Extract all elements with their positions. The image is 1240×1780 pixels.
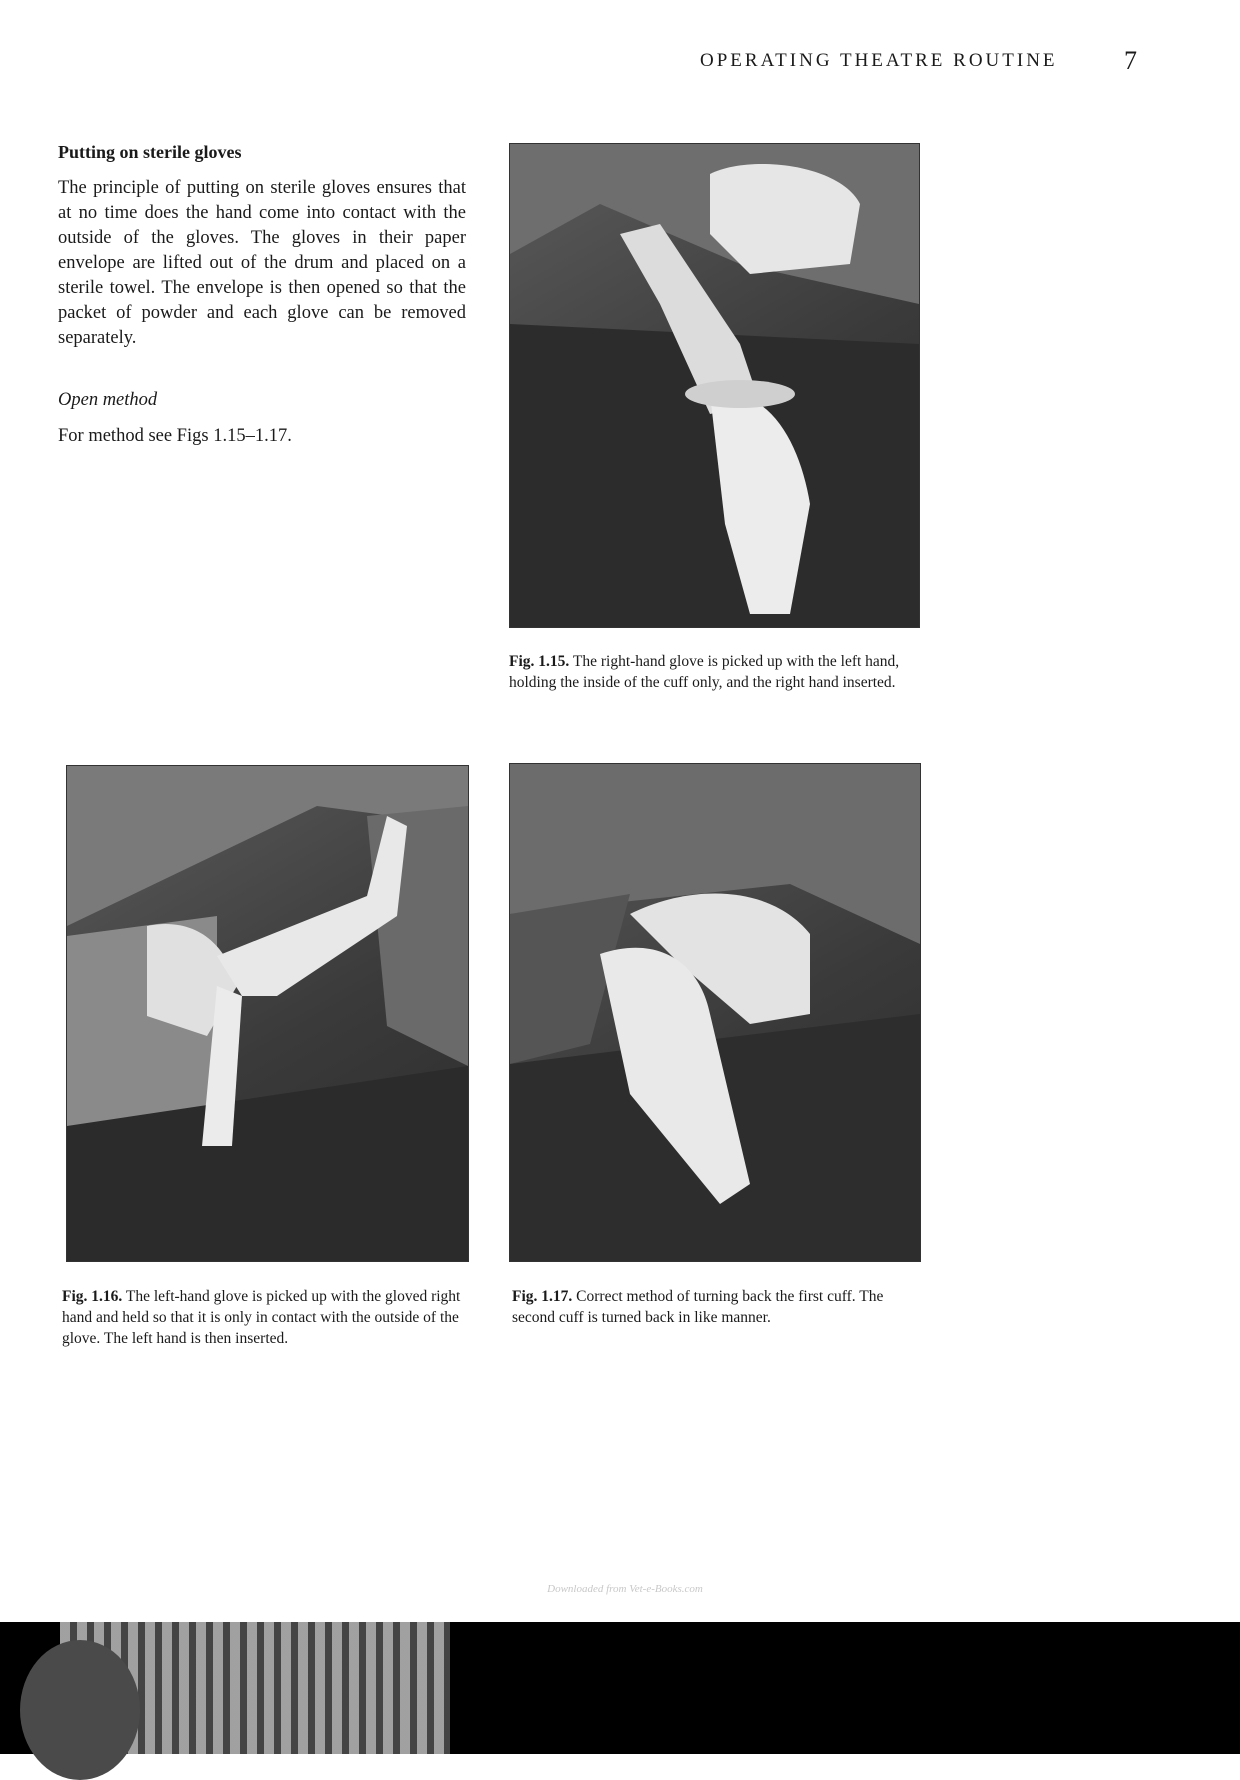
watermark: Downloaded from Vet-e-Books.com	[547, 1583, 703, 1595]
scanner-thumb	[20, 1640, 140, 1780]
cuff-turning-illustration	[510, 764, 920, 1261]
section-heading: Putting on sterile gloves	[58, 142, 242, 162]
figure-1-16-caption	[62, 1286, 472, 1349]
figure-1-17-caption	[512, 1286, 924, 1328]
figure-label: Fig. 1.15.	[509, 653, 570, 670]
glove-pickup-illustration	[67, 766, 468, 1261]
scan-artifact-strip	[0, 1622, 1240, 1754]
subheading: Open method	[58, 390, 158, 410]
caption-text: The right-hand glove is picked up with the left hand, holding the inside of the cuff only, and the right hand inserted.	[509, 653, 900, 691]
figure-label: Fig. 1.17.	[512, 1288, 573, 1305]
figure-1-15-photo	[509, 143, 920, 628]
method-reference: For method see Figs 1.15–1.17.	[58, 426, 292, 446]
body-paragraph: The principle of putting on sterile gloves ensures that at no time does the hand come into contact with the outside of the gloves. The gloves in their paper envelope are lifted out of the drum and placed on a sterile towel. The envelope is then opened so that the packet of powder and each glove can be removed separately.	[58, 178, 466, 348]
page-number: 7	[1124, 46, 1137, 75]
running-head: OPERATING THEATRE ROUTINE	[700, 50, 1058, 71]
caption-text: The left-hand glove is picked up with the gloved right hand and held so that it is only in contact with the outside of the glove. The left hand is then inserted.	[62, 1288, 461, 1347]
gloved-hand-illustration	[510, 144, 919, 627]
figure-1-17-photo	[509, 763, 921, 1262]
figure-label: Fig. 1.16.	[62, 1288, 123, 1305]
caption-text: Correct method of turning back the first cuff. The second cuff is turned back in like manner.	[512, 1288, 884, 1326]
figure-1-16-photo	[66, 765, 469, 1262]
figure-1-15-caption	[509, 651, 919, 693]
